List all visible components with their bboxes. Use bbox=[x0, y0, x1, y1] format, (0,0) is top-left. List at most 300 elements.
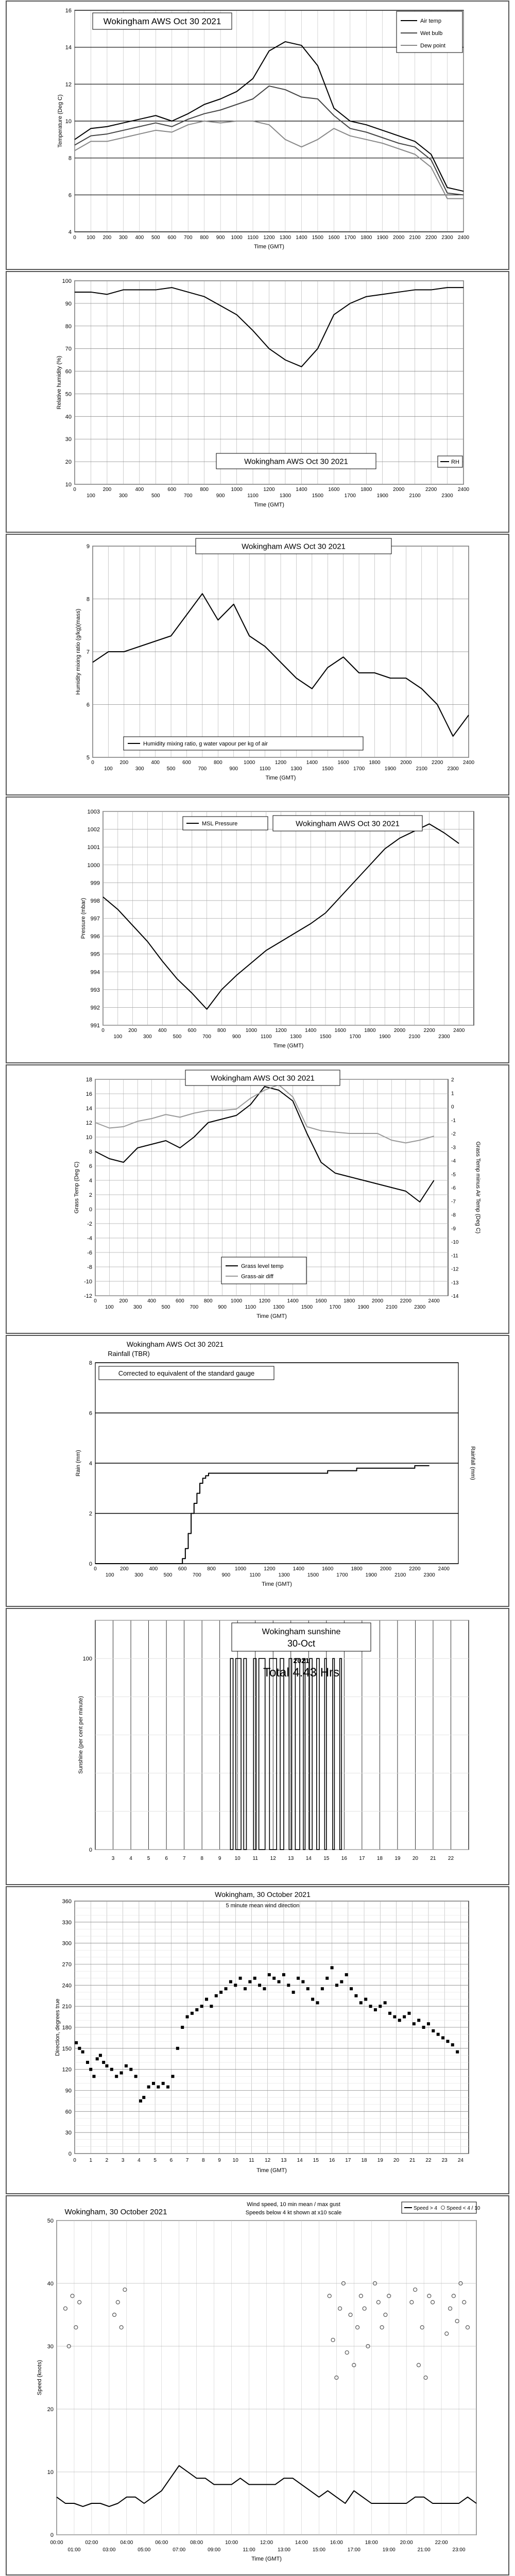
x-axis-label: Time (GMT) bbox=[256, 1313, 287, 1319]
x-tick-label: 21 bbox=[430, 1856, 436, 1861]
x-tick-label: 13 bbox=[281, 2158, 287, 2163]
x-tick-label: 1800 bbox=[369, 760, 381, 766]
x-tick-label: 1800 bbox=[351, 1566, 363, 1572]
wind-direction-chart bbox=[5, 1886, 510, 2195]
x-tick-label: 1100 bbox=[249, 1572, 261, 1578]
x-axis-label: Time (GMT) bbox=[256, 2167, 287, 2174]
x-tick-label: 23 bbox=[441, 2158, 448, 2163]
x-tick-label: 2400 bbox=[462, 760, 475, 766]
x-tick-label: 21:00 bbox=[417, 2547, 431, 2553]
scatter-point bbox=[263, 1987, 266, 1990]
y-tick-label: 20 bbox=[47, 2406, 54, 2413]
scatter-point bbox=[78, 2047, 81, 2050]
y-tick-label: 40 bbox=[47, 2281, 54, 2287]
x-tick-label: 12:00 bbox=[260, 2540, 273, 2546]
x-tick-label: 400 bbox=[151, 760, 160, 766]
x-tick-label: 600 bbox=[187, 1028, 197, 1033]
x-tick-label: 0 bbox=[73, 487, 76, 493]
scatter-point bbox=[282, 1973, 285, 1976]
legend-label: Speed > 4 bbox=[414, 2206, 437, 2211]
y-tick-label: 1000 bbox=[87, 862, 100, 869]
x-tick-label: 1100 bbox=[247, 235, 259, 241]
scatter-point bbox=[219, 1991, 222, 1994]
y-tick-label: 8 bbox=[89, 1360, 92, 1366]
y-tick-label: 40 bbox=[65, 414, 72, 420]
x-tick-label: 100 bbox=[104, 766, 113, 772]
legend bbox=[221, 1257, 306, 1284]
x-tick-label: 600 bbox=[182, 760, 191, 766]
y-tick-label: 8 bbox=[68, 155, 72, 162]
x-tick-label: 1000 bbox=[231, 487, 243, 493]
y-tick-label: 993 bbox=[90, 987, 100, 993]
y-tick-label: 10 bbox=[65, 482, 72, 488]
x-tick-label: 1500 bbox=[312, 493, 323, 499]
x-tick-label: 100 bbox=[105, 1572, 114, 1578]
legend bbox=[438, 456, 462, 467]
y-tick-label: 50 bbox=[65, 391, 72, 398]
scatter-point bbox=[125, 2064, 128, 2067]
scatter-point bbox=[244, 1987, 247, 1990]
x-tick-label: 09:00 bbox=[208, 2547, 221, 2553]
scatter-point bbox=[379, 2005, 382, 2008]
y2-tick-label: -8 bbox=[451, 1212, 456, 1218]
legend-box bbox=[221, 1257, 306, 1284]
x-tick-label: 20 bbox=[393, 2158, 400, 2163]
y-tick-label: 100 bbox=[62, 278, 72, 284]
scatter-point bbox=[89, 2068, 92, 2071]
x-axis-label: Time (GMT) bbox=[251, 2556, 282, 2562]
y-tick-label: 1003 bbox=[87, 809, 100, 815]
y-axis-label: Rain (mm) bbox=[75, 1450, 81, 1477]
x-tick-label: 1300 bbox=[290, 766, 302, 772]
scatter-point bbox=[162, 2082, 165, 2085]
x-tick-label: 22 bbox=[425, 2158, 432, 2163]
chart-note: Corrected to equivalent of the standard gauge bbox=[118, 1369, 255, 1377]
x-tick-label: 1900 bbox=[379, 1034, 391, 1040]
x-tick-label: 1700 bbox=[349, 1034, 361, 1040]
y-axis-label: Grass Temp (Deg C) bbox=[74, 1161, 80, 1214]
y-tick-label: 30 bbox=[65, 2130, 72, 2137]
y2-tick-label: -2 bbox=[451, 1131, 456, 1137]
legend-label: Grass-air diff bbox=[241, 1274, 273, 1280]
x-tick-label: 1800 bbox=[344, 1298, 355, 1304]
legend bbox=[397, 11, 462, 53]
y-tick-label: 16 bbox=[65, 8, 72, 14]
y2-axis-label: Rainfall (mm) bbox=[470, 1446, 476, 1480]
y2-tick-label: 1 bbox=[451, 1091, 454, 1097]
x-tick-label: 1600 bbox=[322, 1566, 334, 1572]
x-tick-label: 1200 bbox=[259, 1298, 270, 1304]
scatter-point bbox=[321, 1987, 324, 1990]
x-tick-label: 1400 bbox=[296, 235, 307, 241]
x-tick-label: 500 bbox=[161, 1304, 170, 1310]
x-tick-label: 400 bbox=[135, 235, 144, 241]
x-tick-label: 300 bbox=[119, 493, 128, 499]
scatter-point bbox=[427, 2022, 430, 2025]
x-tick-label: 2000 bbox=[400, 760, 412, 766]
scatter-point bbox=[272, 1977, 276, 1980]
scatter-point bbox=[384, 2001, 387, 2004]
y2-tick-label: 0 bbox=[451, 1104, 454, 1110]
x-tick-label: 1400 bbox=[305, 1028, 317, 1033]
chart-title: Wokingham sunshine bbox=[262, 1628, 341, 1636]
x-tick-label: 100 bbox=[87, 235, 95, 241]
x-tick-label: 10 bbox=[232, 2158, 238, 2163]
rainfall-chart bbox=[5, 1334, 510, 1607]
scatter-point bbox=[350, 1987, 353, 1990]
x-tick-label: 3 bbox=[111, 1856, 115, 1861]
x-tick-label: 2100 bbox=[408, 1034, 420, 1040]
chart-note-year: 2021 bbox=[293, 1656, 310, 1665]
x-tick-label: 2400 bbox=[453, 1028, 465, 1033]
y-tick-label: 9 bbox=[86, 544, 90, 550]
x-tick-label: 900 bbox=[218, 1304, 227, 1310]
x-tick-label: 200 bbox=[102, 487, 112, 493]
x-tick-label: 2200 bbox=[423, 1028, 435, 1033]
scatter-point bbox=[176, 2047, 179, 2050]
x-tick-label: 200 bbox=[120, 1566, 129, 1572]
temperature-chart bbox=[5, 0, 510, 270]
x-tick-label: 100 bbox=[105, 1304, 114, 1310]
x-tick-label: 800 bbox=[213, 760, 222, 766]
x-tick-label: 2000 bbox=[371, 1298, 384, 1304]
y-tick-label: 120 bbox=[62, 2066, 72, 2073]
y-tick-label: 90 bbox=[65, 300, 72, 307]
scatter-point bbox=[92, 2075, 95, 2078]
y-tick-label: 4 bbox=[89, 1461, 92, 1467]
scatter-point bbox=[210, 2005, 213, 2008]
humidity-chart bbox=[5, 270, 510, 533]
x-tick-label: 900 bbox=[216, 235, 225, 241]
x-tick-label: 21 bbox=[409, 2158, 416, 2163]
x-tick-label: 11 bbox=[249, 2158, 254, 2163]
scatter-point bbox=[215, 1994, 218, 1997]
x-tick-label: 2100 bbox=[409, 493, 421, 499]
scatter-point bbox=[186, 2015, 189, 2019]
x-tick-label: 200 bbox=[119, 760, 129, 766]
x-tick-label: 20:00 bbox=[400, 2540, 413, 2546]
grass-temp-chart bbox=[5, 1064, 510, 1334]
x-tick-label: 200 bbox=[102, 235, 112, 241]
x-tick-label: 6 bbox=[165, 1856, 168, 1861]
y-tick-label: 2 bbox=[89, 1192, 92, 1198]
y-tick-label: -6 bbox=[87, 1250, 92, 1256]
scatter-point bbox=[364, 1998, 367, 2001]
x-tick-label: 17:00 bbox=[347, 2547, 360, 2553]
y-tick-label: 80 bbox=[65, 323, 72, 330]
chart-title: Wokingham, 30 October 2021 bbox=[215, 1890, 311, 1899]
x-tick-label: 2000 bbox=[393, 1028, 406, 1033]
y2-tick-label: -4 bbox=[451, 1158, 456, 1164]
scatter-point bbox=[157, 2086, 160, 2089]
y2-tick-label: -9 bbox=[451, 1226, 456, 1232]
y-tick-label: 0 bbox=[89, 1561, 92, 1567]
x-tick-label: 1300 bbox=[279, 493, 291, 499]
y-axis-label: Direction, degrees true bbox=[55, 1998, 61, 2056]
wind-direction-chart-panel bbox=[5, 1886, 510, 2195]
x-tick-label: 2000 bbox=[393, 235, 405, 241]
x-tick-label: 13:00 bbox=[277, 2547, 290, 2553]
x-tick-label: 400 bbox=[149, 1566, 158, 1572]
x-tick-label: 1100 bbox=[247, 493, 259, 499]
x-tick-label: 1900 bbox=[384, 766, 397, 772]
y2-tick-label: -6 bbox=[451, 1185, 456, 1191]
x-tick-label: 6 bbox=[169, 2158, 173, 2163]
x-tick-label: 1100 bbox=[245, 1304, 256, 1310]
x-tick-label: 2300 bbox=[447, 766, 459, 772]
x-tick-label: 2400 bbox=[438, 1566, 450, 1572]
scatter-point bbox=[152, 2082, 155, 2085]
x-tick-label: 04:00 bbox=[120, 2540, 133, 2546]
y-tick-label: 998 bbox=[90, 897, 100, 904]
x-tick-label: 1900 bbox=[357, 1304, 369, 1310]
x-tick-label: 18:00 bbox=[365, 2540, 378, 2546]
x-tick-label: 18 bbox=[376, 1856, 383, 1861]
y2-tick-label: -14 bbox=[451, 1294, 459, 1299]
chart-title: Wokingham, 30 October 2021 bbox=[64, 2208, 167, 2216]
x-tick-label: 700 bbox=[202, 1034, 211, 1040]
x-tick-label: 7 bbox=[185, 2158, 189, 2163]
y-tick-label: 330 bbox=[62, 1919, 72, 1926]
scatter-point bbox=[120, 2071, 123, 2074]
x-tick-label: 12 bbox=[270, 1856, 276, 1861]
x-tick-label: 1700 bbox=[353, 766, 365, 772]
x-tick-label: 9 bbox=[218, 1856, 221, 1861]
x-tick-label: 1400 bbox=[306, 760, 318, 766]
x-tick-label: 0 bbox=[101, 1028, 105, 1033]
scatter-point bbox=[398, 2019, 401, 2022]
scatter-point bbox=[441, 2036, 444, 2039]
mixing-ratio-chart-panel bbox=[5, 533, 510, 796]
y2-tick-label: -5 bbox=[451, 1172, 456, 1178]
x-tick-label: 600 bbox=[178, 1566, 187, 1572]
x-tick-label: 300 bbox=[143, 1034, 152, 1040]
scatter-point bbox=[147, 2086, 150, 2089]
mixing-ratio-chart bbox=[5, 533, 510, 796]
scatter-point bbox=[456, 2050, 459, 2054]
y-tick-label: 4 bbox=[68, 229, 72, 235]
x-tick-label: 1800 bbox=[360, 235, 372, 241]
x-tick-label: 1700 bbox=[344, 493, 356, 499]
x-tick-label: 600 bbox=[167, 487, 177, 493]
humidity-chart-panel bbox=[5, 270, 510, 533]
y2-tick-label: -13 bbox=[451, 1280, 459, 1286]
scatter-point bbox=[331, 1966, 334, 1969]
x-tick-label: 1000 bbox=[244, 760, 255, 766]
y-tick-label: 997 bbox=[90, 916, 100, 922]
x-tick-label: 19:00 bbox=[382, 2547, 396, 2553]
scatter-point bbox=[96, 2057, 99, 2060]
x-tick-label: 1500 bbox=[301, 1304, 313, 1310]
y-tick-label: 991 bbox=[90, 1023, 100, 1029]
x-tick-label: 0 bbox=[94, 1298, 97, 1304]
x-tick-label: 400 bbox=[158, 1028, 167, 1033]
x-tick-label: 5 bbox=[147, 1856, 150, 1861]
chart-title: Wokingham AWS Oct 30 2021 bbox=[126, 1340, 224, 1348]
x-tick-label: 15 bbox=[323, 1856, 330, 1861]
scatter-point bbox=[451, 2043, 454, 2046]
scatter-point bbox=[99, 2054, 102, 2057]
y-tick-label: 0 bbox=[68, 2151, 72, 2157]
x-tick-label: 0 bbox=[94, 1566, 97, 1572]
x-tick-label: 200 bbox=[119, 1298, 128, 1304]
x-tick-label: 1600 bbox=[328, 235, 340, 241]
scatter-point bbox=[75, 2041, 78, 2044]
scatter-point bbox=[239, 1977, 242, 1980]
x-tick-label: 03:00 bbox=[102, 2547, 116, 2553]
sunshine-chart-panel bbox=[5, 1607, 510, 1886]
y-tick-label: 14 bbox=[85, 1106, 92, 1112]
x-tick-label: 1900 bbox=[376, 493, 388, 499]
x-tick-label: 1500 bbox=[319, 1034, 332, 1040]
x-tick-label: 500 bbox=[173, 1034, 182, 1040]
x-axis-label: Time (GMT) bbox=[262, 1581, 292, 1587]
y2-tick-label: -10 bbox=[451, 1240, 459, 1245]
x-tick-label: 1500 bbox=[322, 766, 334, 772]
y-tick-label: 0 bbox=[89, 1207, 92, 1213]
temperature-chart-panel bbox=[5, 0, 510, 270]
y-tick-label: 70 bbox=[65, 346, 72, 352]
y-tick-label: 5 bbox=[86, 755, 90, 761]
x-tick-label: 2100 bbox=[409, 235, 421, 241]
y-tick-label: 50 bbox=[47, 2218, 54, 2224]
x-tick-label: 2100 bbox=[394, 1572, 406, 1578]
y-tick-label: 90 bbox=[65, 2088, 72, 2094]
x-tick-label: 16 bbox=[341, 1856, 347, 1861]
x-tick-label: 1300 bbox=[290, 1034, 302, 1040]
x-tick-label: 00:00 bbox=[50, 2540, 63, 2546]
scatter-point bbox=[166, 2086, 169, 2089]
y-tick-label: 270 bbox=[62, 1961, 72, 1968]
scatter-point bbox=[446, 2040, 449, 2043]
scatter-point bbox=[200, 2005, 203, 2008]
x-tick-label: 100 bbox=[113, 1034, 123, 1040]
scatter-point bbox=[191, 2012, 194, 2015]
x-tick-label: 400 bbox=[147, 1298, 156, 1304]
x-tick-label: 1500 bbox=[307, 1572, 319, 1578]
wind-speed-chart bbox=[5, 2195, 510, 2576]
y-tick-label: 1001 bbox=[87, 844, 100, 851]
chart-title: Wokingham AWS Oct 30 2021 bbox=[211, 1074, 315, 1083]
x-tick-label: 2200 bbox=[425, 235, 437, 241]
scatter-point bbox=[234, 1984, 237, 1987]
legend-label: Humidity mixing ratio, g water vapour per kg of air bbox=[143, 741, 268, 747]
scatter-point bbox=[86, 2061, 89, 2064]
y2-tick-label: -7 bbox=[451, 1199, 456, 1205]
scatter-point bbox=[340, 1980, 343, 1984]
x-tick-label: 5 bbox=[153, 2158, 157, 2163]
x-tick-label: 1600 bbox=[337, 760, 349, 766]
y-axis-label: Temperature (Deg C) bbox=[57, 94, 63, 148]
legend-label: RH bbox=[451, 459, 459, 465]
x-tick-label: 22 bbox=[448, 1856, 454, 1861]
x-tick-label: 2100 bbox=[416, 766, 427, 772]
y-axis-label: Speed (knots) bbox=[37, 2360, 43, 2396]
x-tick-label: 700 bbox=[190, 1304, 199, 1310]
x-tick-label: 1100 bbox=[259, 766, 271, 772]
x-tick-label: 1800 bbox=[360, 487, 372, 493]
chart-title: Wokingham AWS Oct 30 2021 bbox=[242, 542, 346, 551]
y-tick-label: 996 bbox=[90, 934, 100, 940]
scatter-point bbox=[432, 2029, 435, 2032]
chart-note-1: Wind speed, 10 min mean / max gust bbox=[247, 2201, 340, 2208]
x-tick-label: 1700 bbox=[329, 1304, 341, 1310]
scatter-point bbox=[335, 1984, 338, 1987]
x-tick-label: 19 bbox=[394, 1856, 401, 1861]
y-tick-label: 8 bbox=[86, 596, 90, 603]
scatter-point bbox=[325, 1977, 329, 1980]
x-tick-label: 07:00 bbox=[173, 2547, 186, 2553]
legend bbox=[124, 737, 363, 750]
x-tick-label: 300 bbox=[134, 1572, 143, 1578]
scatter-point bbox=[301, 1980, 304, 1984]
y-tick-label: 16 bbox=[85, 1091, 92, 1097]
x-tick-label: 800 bbox=[200, 487, 209, 493]
x-tick-label: 17 bbox=[345, 2158, 351, 2163]
scatter-point bbox=[422, 2026, 425, 2029]
x-tick-label: 1400 bbox=[296, 487, 307, 493]
y-tick-label: 14 bbox=[65, 44, 72, 51]
x-tick-label: 900 bbox=[232, 1034, 241, 1040]
y-tick-label: 6 bbox=[86, 702, 90, 708]
pressure-chart-panel bbox=[5, 796, 510, 1064]
y-tick-label: 60 bbox=[65, 2109, 72, 2115]
scatter-point bbox=[369, 2005, 372, 2008]
y-tick-label: 1002 bbox=[87, 826, 100, 833]
scatter-point bbox=[115, 2075, 118, 2078]
x-tick-label: 12 bbox=[265, 2158, 271, 2163]
x-tick-label: 14 bbox=[305, 1856, 312, 1861]
x-tick-label: 1200 bbox=[275, 1028, 287, 1033]
x-tick-label: 2 bbox=[105, 2158, 109, 2163]
scatter-point bbox=[407, 2012, 410, 2015]
x-tick-label: 400 bbox=[135, 487, 144, 493]
scatter-point bbox=[110, 2068, 113, 2071]
scatter-point bbox=[359, 2001, 363, 2004]
chart-subtitle: 30-Oct bbox=[287, 1638, 316, 1649]
scatter-point bbox=[171, 2075, 174, 2078]
x-tick-label: 900 bbox=[216, 493, 225, 499]
x-tick-label: 16 bbox=[329, 2158, 335, 2163]
y-tick-label: 10 bbox=[85, 1134, 92, 1141]
x-tick-label: 700 bbox=[183, 235, 193, 241]
x-tick-label: 2200 bbox=[432, 760, 443, 766]
x-tick-label: 2200 bbox=[409, 1566, 421, 1572]
x-tick-label: 600 bbox=[167, 235, 177, 241]
x-tick-label: 300 bbox=[135, 766, 144, 772]
x-tick-label: 08:00 bbox=[190, 2540, 203, 2546]
y-tick-label: 18 bbox=[85, 1077, 92, 1083]
x-tick-label: 200 bbox=[128, 1028, 137, 1033]
y2-tick-label: -1 bbox=[451, 1117, 456, 1124]
y-tick-label: 30 bbox=[47, 2344, 54, 2350]
x-tick-label: 05:00 bbox=[138, 2547, 151, 2553]
y-axis-label: Humidity mixing ratio (g/kg)(mass) bbox=[75, 608, 81, 695]
x-tick-label: 1800 bbox=[364, 1028, 376, 1033]
x-tick-label: 1200 bbox=[263, 235, 275, 241]
y2-tick-label: -11 bbox=[451, 1253, 458, 1259]
scatter-point bbox=[306, 1987, 310, 1990]
x-tick-label: 2300 bbox=[423, 1572, 435, 1578]
scatter-point bbox=[278, 1980, 281, 1984]
x-tick-label: 1300 bbox=[273, 1304, 285, 1310]
y2-tick-label: 2 bbox=[451, 1077, 454, 1083]
x-tick-label: 20 bbox=[412, 1856, 418, 1861]
x-tick-label: 7 bbox=[182, 1856, 186, 1861]
scatter-point bbox=[417, 2019, 420, 2022]
pressure-chart bbox=[5, 796, 510, 1064]
y-tick-label: 8 bbox=[89, 1149, 92, 1155]
